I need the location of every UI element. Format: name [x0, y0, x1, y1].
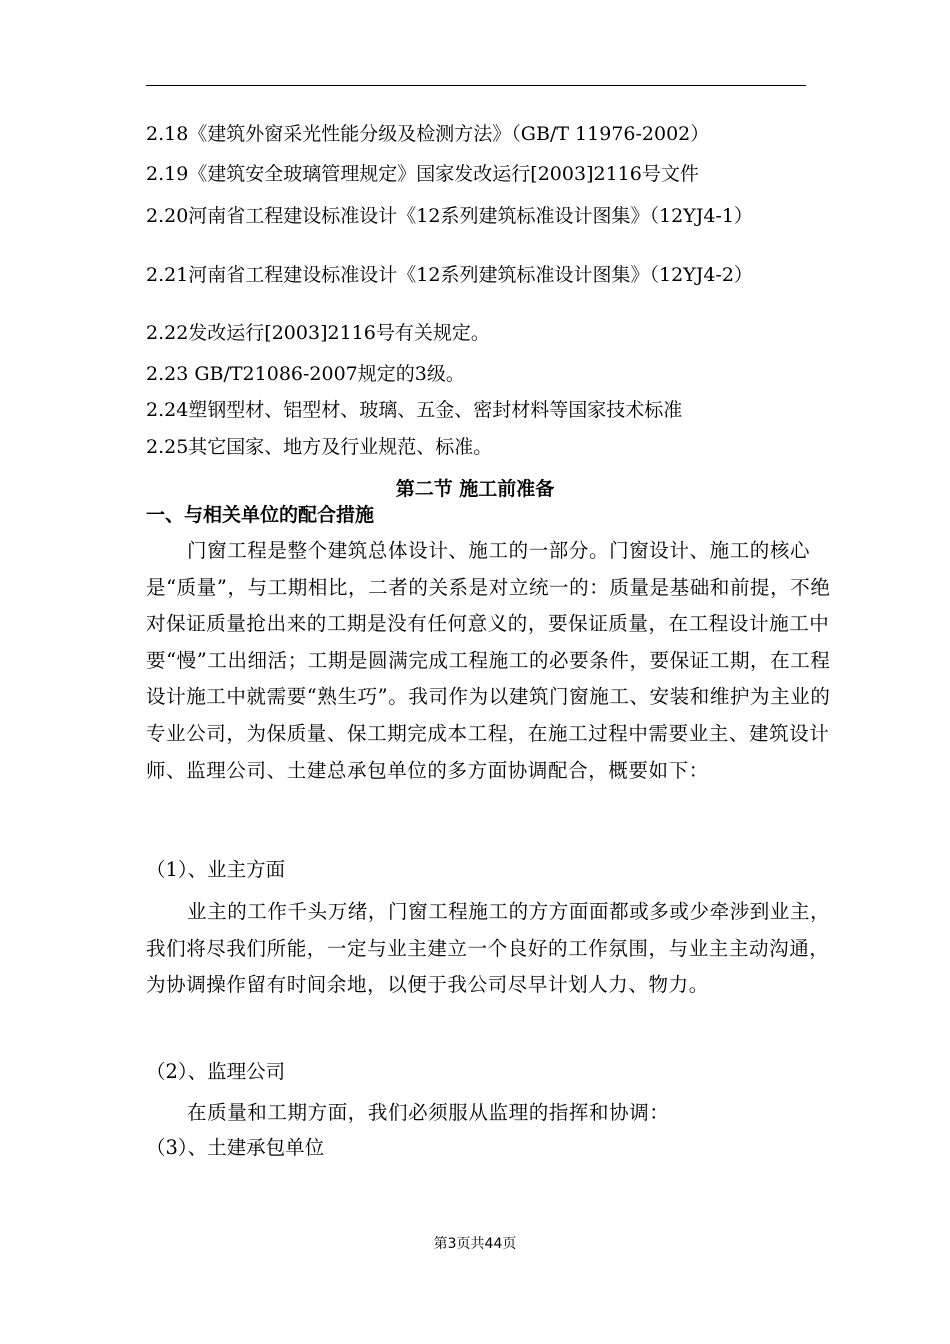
item-text-owner: 业主的工作千头万绪，门窗工程施工的方方面面都或多或少牵涉到业主，我们将尽我们所能，一定与业主建立一个良好的工作氛围，与业主主动沟通，为协调操作留有时间余地，以便于我公司尽早计划人力、物力。 — [146, 900, 831, 997]
reference-item: 2.20河南省工程建设标准设计《12系列建筑标准设计图集》（12YJ4-1） — [146, 205, 753, 227]
page-footer: 第3页共44页 — [433, 1236, 517, 1252]
subsection-title: 一、与相关单位的配合措施 — [146, 504, 375, 526]
header-rule — [146, 85, 806, 86]
reference-item: 2.21河南省工程建设标准设计《12系列建筑标准设计图集》（12YJ4-2） — [146, 264, 753, 286]
reference-item: 2.19《建筑安全玻璃管理规定》国家发改运行[2003]2116号文件 — [146, 163, 699, 185]
item-heading-supervisor: （2）、监理公司 — [146, 1060, 286, 1083]
reference-item: 2.18《建筑外窗采光性能分级及检测方法》（GB/T 11976-2002） — [146, 123, 710, 145]
section-title: 第二节 施工前准备 — [395, 478, 555, 500]
intro-paragraph: 门窗工程是整个建筑总体设计、施工的一部分。门窗设计、施工的核心是“质量”，与工期相比，二者的关系是对立统一的：质量是基础和前提，不绝对保证质量抢出来的工期是没有任何意义的，要保证质量，在工程设计施工中要“慢”工出细活；工期是圆满完成工程施工的必要条件，要保证工期，在工程设计施工中就需要“熟生巧”。我司作为以建筑门窗施工、安装和维护为主业的专业公司，为保质量、保工期完成本工程，在施工过程中需要业主、建筑设计师、监理公司、土建总承包单位的多方面协调配合，概要如下： — [146, 539, 831, 782]
reference-item: 2.24塑钢型材、铝型材、玻璃、五金、密封材料等国家技术标准 — [146, 399, 683, 421]
reference-item: 2.22发改运行[2003]2116号有关规定。 — [146, 322, 490, 344]
reference-item: 2.23 GB/T21086-2007规定的3级。 — [146, 363, 465, 385]
item-text-supervisor: 在质量和工期方面，我们必须服从监理的指挥和协调： — [187, 1101, 670, 1124]
reference-item: 2.25其它国家、地方及行业规范、标准。 — [146, 436, 493, 458]
item-heading-contractor: （3）、土建承包单位 — [146, 1136, 325, 1159]
item-heading-owner: （1）、业主方面 — [146, 858, 286, 881]
